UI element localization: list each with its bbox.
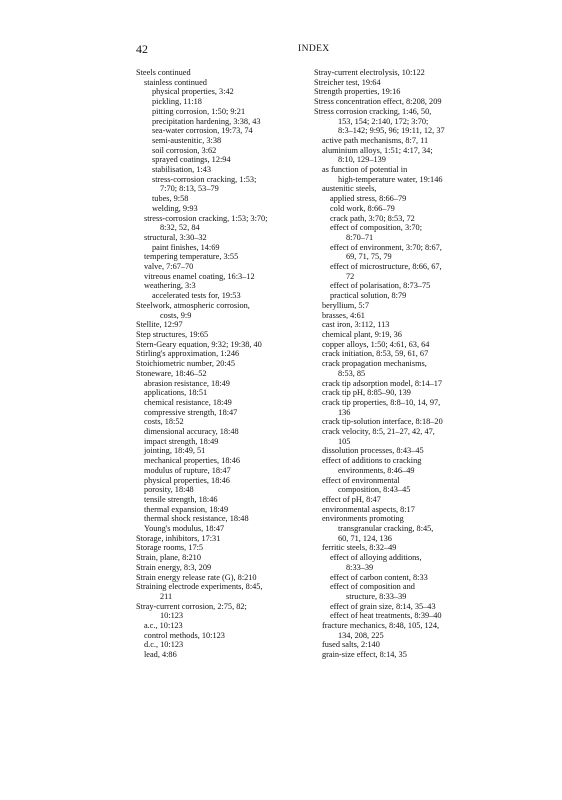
index-entry: environments promoting [322,514,404,524]
index-entry: jointing, 18:49, 51 [144,446,206,456]
running-head: INDEX [298,44,330,54]
index-entry: applied stress, 8:66–79 [330,194,407,204]
index-entry: stress-corrosion cracking, 1:53; [152,174,257,184]
index-entry: Steels continued [136,68,191,77]
index-entry: aluminium alloys, 1:51; 4:17, 34; [322,145,433,155]
index-column-right [314,68,514,660]
index-entry: Stray-current corrosion, 2:75, 82; [136,601,247,611]
index-entry: stress-corrosion cracking, 1:53; 3:70; [144,213,268,223]
index-entry: Stoichiometric number, 20:45 [136,359,235,369]
index-entry: compressive strength, 18:47 [144,407,238,417]
index-entry: Stoneware, 18:46–52 [136,368,207,378]
index-entry: effect of composition and [330,582,415,592]
index-entry: effect of composition, 3:70; [330,223,423,233]
index-entry: soil corrosion, 3:62 [152,145,217,155]
index-entry: sprayed coatings, 12:94 [152,155,231,165]
index-entry: crack velocity, 8:5, 21–27, 42, 47, [322,427,435,437]
index-entry: mechanical properties, 18:46 [144,456,241,466]
index-entry: paint finishes, 14:69 [152,242,220,252]
index-entry: structural, 3:30–32 [144,232,207,242]
index-entry: effect of alloying additions, [330,553,422,563]
index-entry: practical solution, 8:79 [330,291,407,301]
index-entry: Stern-Geary equation, 9:32; 19:38, 40 [136,339,262,349]
index-entry: d.c., 10:123 [144,640,184,650]
index-entry: 8:53, 85 [338,368,366,378]
index-entry: 134, 208, 225 [338,630,384,640]
index-entry: austenitic steels, [322,184,377,194]
index-entry: transgranular cracking, 8:45, [338,524,434,534]
index-entry: abrasion resistance, 18:49 [144,378,230,388]
index-entry: crack tip properties, 8:8–10, 14, 97, [322,397,441,407]
index-entry: composition, 8:43–45 [338,485,411,495]
index-entry: crack tip-solution interface, 8:18–20 [322,417,443,427]
index-entry: tempering temperature, 3:55 [144,252,239,262]
index-entry: 69, 71, 75, 79 [346,252,392,262]
index-entry: Strain, plane, 8:210 [136,553,201,563]
index-entry: effect of pH, 8:47 [322,494,381,504]
index-entry: beryllium, 5:7 [322,300,370,310]
index-entry: cold work, 8:66–79 [330,203,395,213]
index-entry: effect of heat treatments, 8:39–40 [330,611,442,621]
index-entry: ferritic steels, 8:32–49 [322,543,397,553]
index-entry: Storage rooms, 17:5 [136,543,204,553]
index-entry: 153, 154; 2:140, 172; 3:70; [338,116,429,126]
index-entry: Step structures, 19:65 [136,329,209,339]
index-entry: weathering, 3:3 [144,281,196,291]
index-entry: physical properties, 3:42 [152,87,234,97]
index-entry: 8:32, 52, 84 [160,223,200,233]
index-entry: Straining electrode experiments, 8:45, [136,582,263,592]
index-entry: applications, 18:51 [144,388,208,398]
index-entry: 8:33–39 [346,562,374,572]
index-entry: 211 [160,591,173,601]
index-entry: crack propagation mechanisms, [322,359,427,369]
index-entry: crack path, 3:70; 8:53, 72 [330,213,415,223]
index-entry: impact strength, 18:49 [144,436,219,446]
index-entry: pitting corrosion, 1:50; 9:21 [152,106,246,116]
index-entry: effect of environment, 3:70; 8:67, [330,242,442,252]
index-entry: Stress concentration effect, 8:208, 209 [314,97,442,107]
index-entry: fused salts, 2:140 [322,640,380,650]
index-entry: valve, 7:67–70 [144,262,194,272]
index-entry: 105 [338,436,351,446]
index-entry: Stirling's approximation, 1:246 [136,349,240,359]
index-entry: Strength properties, 19:16 [314,87,401,97]
index-entry: Stellite, 12:97 [136,320,183,330]
index-entry: precipitation hardening, 3:38, 43 [152,116,261,126]
index-entry: Steelwork, atmospheric corrosion, [136,300,250,310]
index-entry: sea-water corrosion, 19:73, 74 [152,126,253,136]
index-entry: crack tip adsorption model, 8:14–17 [322,378,443,388]
index-entry: costs, 9:9 [160,310,192,320]
index-entry: Strain energy release rate (G), 8:210 [136,572,257,582]
index-entry: effect of polarisation, 8:73–75 [330,281,431,291]
index-entry: a.c., 10:123 [144,621,183,631]
index-entry: effect of grain size, 8:14, 35–43 [330,601,436,611]
index-entry: 8:10, 129–139 [338,155,386,165]
index-entry: chemical resistance, 18:49 [144,397,232,407]
index-entry: 10:123 [160,611,184,621]
index-entry: costs, 18:52 [144,417,184,427]
index-entry: effect of additions to cracking [322,456,422,466]
index-entry: modulus of rupture, 18:47 [144,465,231,475]
index-entry: 136 [338,407,351,417]
index-entry: 72 [346,271,355,281]
index-entry: control methods, 10:123 [144,630,225,640]
index-entry: vitreous enamel coating, 16:3–12 [144,271,255,281]
index-entry: dissolution processes, 8:43–45 [322,446,424,456]
index-entry: cast iron, 3:112, 113 [322,320,390,330]
index-entry: dimensional accuracy, 18:48 [144,427,239,437]
index-entry: grain-size effect, 8:14, 35 [322,650,407,660]
index-entry: 7:70; 8:13, 53–79 [160,184,219,194]
index-entry: effect of environmental [322,475,400,485]
index-entry: Strain energy, 8:3, 209 [136,562,212,572]
index-entry: 60, 71, 124, 136 [338,533,392,543]
index-entry: welding, 9:93 [152,203,198,213]
index-entry: chemical plant, 9:19, 36 [322,329,402,339]
index-entry: environmental aspects, 8:17 [322,504,415,514]
index-entry: effect of microstructure, 8:66, 67, [330,262,442,272]
index-entry: structure, 8:33–39 [346,591,407,601]
page-number: 42 [136,42,148,56]
index-entry: thermal expansion, 18:49 [144,504,229,514]
index-entry: Stress corrosion cracking, 1:46, 50, [314,106,432,116]
index-entry: crack tip pH, 8:85–90, 139 [322,388,411,398]
index-entry: pickling, 11:18 [152,97,202,107]
index-entry: stainless continued [144,77,207,87]
index-entry: semi-austenitic, 3:38 [152,135,222,145]
index-entry: 8:3–142; 9:95, 96; 19:11, 12, 37 [338,126,445,136]
index-entry: effect of carbon content, 8:33 [330,572,428,582]
index-entry: Storage, inhibitors, 17:31 [136,533,221,543]
index-column-left [136,68,321,660]
index-entry: tubes, 9:58 [152,194,189,204]
index-entry: porosity, 18:48 [144,485,194,495]
index-entry: brasses, 4:61 [322,310,365,320]
index-entry: physical properties, 18:46 [144,475,230,485]
index-entry: lead, 4:86 [144,650,177,660]
index-entry: as function of potential in [322,165,408,175]
index-entry: high-temperature water, 19:146 [338,174,443,184]
index-entry: active path mechanisms, 8:7, 11 [322,135,429,145]
index-entry: thermal shock resistance, 18:48 [144,514,249,524]
index-entry: fracture mechanics, 8:48, 105, 124, [322,621,440,631]
index-entry: 8:70–71 [346,232,374,242]
index-entry: Streicher test, 19:64 [314,77,381,87]
index-entry: copper alloys, 1:50; 4:61, 63, 64 [322,339,430,349]
index-entry: stabilisation, 1:43 [152,165,211,175]
index-entry: Stray-current electrolysis, 10:122 [314,68,425,77]
index-entry: crack initiation, 8:53, 59, 61, 67 [322,349,429,359]
index-entry: environments, 8:46–49 [338,465,415,475]
index-entry: Young's modulus, 18:47 [144,524,225,534]
index-entry: accelerated tests for, 19:53 [152,291,241,301]
index-entry: tensile strength, 18:46 [144,494,218,504]
